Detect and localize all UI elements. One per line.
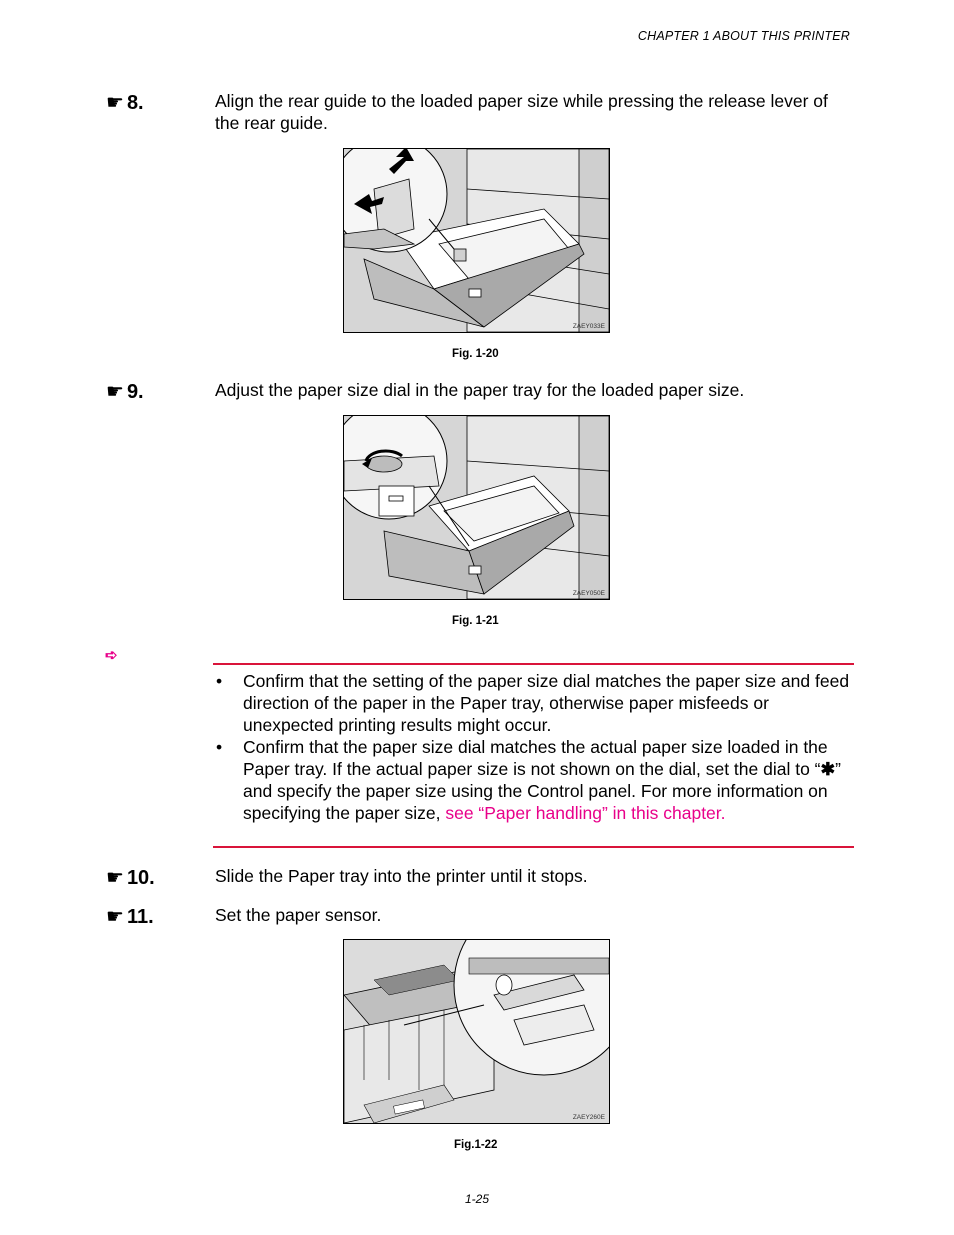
paper-sensor-illustration — [344, 940, 609, 1123]
step-marker — [106, 90, 144, 115]
figure-tray-size-dial — [343, 415, 610, 600]
step-number: 9. — [126, 381, 144, 403]
figure-code: ZAEY260E — [572, 1114, 605, 1121]
pointing-hand-icon: ☛ — [106, 92, 124, 114]
pointing-hand-icon: ☛ — [106, 867, 124, 889]
step-number: 10. — [126, 867, 155, 889]
note-arrow-icon: ➪ — [105, 647, 118, 664]
note-list — [213, 670, 854, 824]
step-marker — [106, 904, 154, 929]
note-item-text: Confirm that the setting of the paper size dial matches the paper size and feed direction of the paper in the Paper tray, otherwise paper misfeeds or unexpected printing results might occur. — [243, 671, 850, 735]
figure-code: ZAEY033E — [572, 323, 605, 330]
note-item — [213, 736, 854, 824]
figure-tray-rear-guide — [343, 148, 610, 333]
step-text: Adjust the paper size dial in the paper tray for the loaded paper size. — [215, 380, 745, 400]
asterisk-symbol: ✱ — [820, 759, 836, 779]
note-item-text: Confirm that the paper size dial matches the actual paper size loaded in the Paper tray. If the actual paper size is not shown on the dial, set the dial to “ — [243, 737, 828, 779]
bullet-icon: • — [216, 737, 223, 757]
figure-paper-sensor — [343, 939, 610, 1124]
page-number: 1-25 — [464, 1192, 490, 1206]
step-number: 8. — [126, 92, 144, 114]
figure-code: ZAEY050E — [572, 590, 605, 597]
tray-size-dial-illustration — [344, 416, 609, 599]
step-number: 11. — [126, 906, 154, 928]
figure-caption: Fig. 1-21 — [452, 615, 499, 627]
tray-rear-guide-illustration — [344, 149, 609, 332]
step-marker — [106, 865, 155, 890]
note-box — [213, 663, 854, 848]
step-text: Align the rear guide to the loaded paper size while pressing the release lever of the rear guide. — [215, 91, 828, 133]
bullet-icon: • — [216, 671, 223, 691]
step-text: Set the paper sensor. — [215, 905, 382, 925]
figure-caption: Fig.1-22 — [454, 1139, 498, 1151]
paper-handling-link[interactable]: see “Paper handling” in this chapter. — [445, 803, 726, 823]
note-item — [213, 670, 854, 736]
step-text: Slide the Paper tray into the printer until it stops. — [215, 866, 588, 886]
step-marker — [106, 379, 144, 404]
pointing-hand-icon: ☛ — [106, 381, 124, 403]
pointing-hand-icon: ☛ — [106, 906, 124, 928]
chapter-header: CHAPTER 1 ABOUT THIS PRINTER — [637, 29, 850, 43]
note-item-text: ” and specify the paper size using the Control panel. For more information on specifying the paper size, — [243, 759, 841, 823]
figure-caption: Fig. 1-20 — [452, 348, 499, 360]
